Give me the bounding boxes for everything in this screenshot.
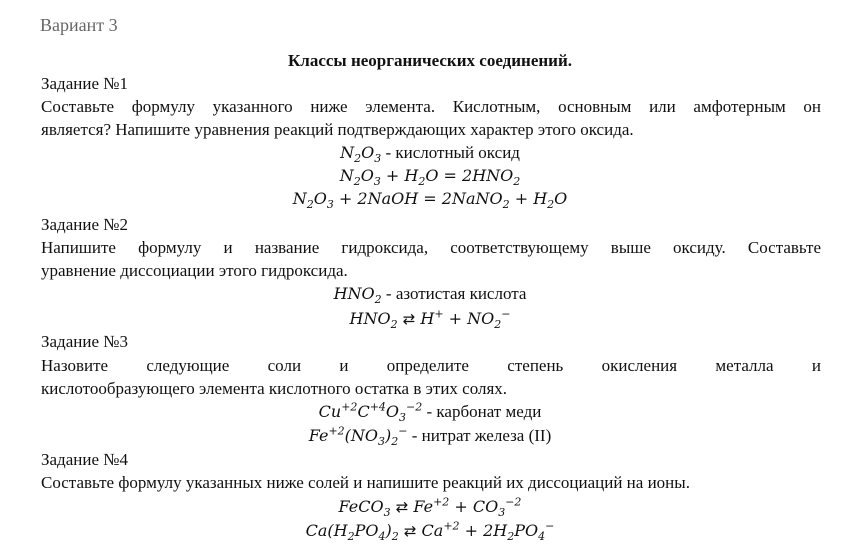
task2-text-line1: Напишите формулу и название гидроксида, соответствующему выше оксиду. Составьте: [41, 238, 821, 257]
task2-heading: Задание №2: [41, 215, 128, 234]
task3-formula-iron-nitrate: $Fe^{+2}(NO_3)_2^-$ - нитрат железа (II): [308, 424, 552, 449]
task3-label2: - нитрат железа (II): [407, 426, 552, 445]
task2-label: - азотистая кислота: [381, 284, 527, 303]
task3-text-line1: Назовите следующие соли и определите степень окисления металла и: [41, 356, 821, 375]
page-title: Классы неорганических соединений.: [287, 51, 573, 70]
task3-formula-copper-carbonate: $Cu^{+2}C^{+4}O_3^{-2}$ - карбонат меди: [318, 400, 542, 425]
task2-equation-dissociation: $HNO_2$ ⇄ $H^+ + NO_2^-$: [349, 307, 511, 332]
task3-text-line2: кислотообразующего элемента кислотного остатка в этих солях.: [41, 379, 508, 398]
task1-heading: Задание №1: [41, 74, 128, 93]
task1-equation-water: $N_2O_3 + H_2O = 2HNO_2$: [339, 166, 521, 189]
task4-text-line1: Составьте формулу указанных ниже солей и напишите реакций их диссоциаций на ионы.: [41, 473, 690, 492]
task4-equation-calcium-phosphate: $Ca(H_2PO_4)_2$ ⇄ $Ca^{+2} + 2H_2PO_4^-$: [305, 519, 555, 544]
task1-equation-naoh: $N_2O_3$ + 2NaOH = 2NaNO$_2$ + $H_2O$: [292, 189, 568, 212]
task2-formula-acid: $HNO_2$ - азотистая кислота: [333, 284, 527, 307]
task1-label: - кислотный оксид: [381, 143, 520, 162]
task3-label1: - карбонат меди: [422, 402, 542, 421]
task1-formula-oxide: $N_2O_3$ - кислотный оксид: [340, 143, 520, 166]
task4-equation-feco3: FeCO$_3$ ⇄ $Fe^{+2} + CO_3^{-2}$: [338, 495, 522, 520]
task1-text-line1: Составьте формулу указанного ниже элемента. Кислотным, основным или амфотерным он: [41, 97, 821, 116]
task3-heading: Задание №3: [41, 332, 128, 351]
task4-heading: Задание №4: [41, 450, 128, 469]
variant-label: Вариант 3: [40, 15, 118, 35]
task1-text-line2: является? Напишите уравнения реакций подтверждающих характер этого оксида.: [41, 120, 634, 139]
task2-text-line2: уравнение диссоциации этого гидроксида.: [41, 261, 348, 280]
